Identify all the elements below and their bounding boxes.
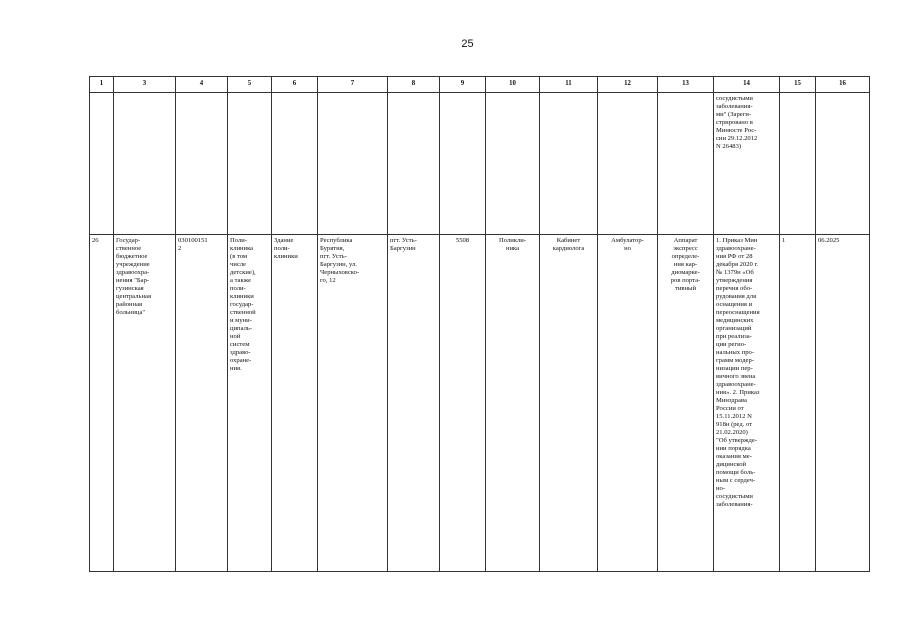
care-type-cell	[598, 235, 658, 572]
column-header: 6	[272, 77, 318, 93]
column-header: 12	[598, 77, 658, 93]
cabinet-cell	[540, 235, 598, 572]
table-cell	[272, 93, 318, 235]
organization-cell	[114, 235, 176, 572]
care-type: Амбулатор- но	[611, 237, 644, 252]
column-header: 3	[114, 77, 176, 93]
basis-cell	[714, 235, 780, 572]
population-cell	[440, 235, 486, 572]
settlement: пгт. Усть- Баргузин	[390, 237, 417, 252]
table-cell	[388, 93, 440, 235]
column-header: 9	[440, 77, 486, 93]
table-row-continuation	[90, 93, 870, 235]
table-cell	[714, 93, 780, 235]
organization-code: 030100151 2	[178, 237, 208, 252]
address: Республика Бурятия, пгт. Усть- Баргузин, ул. Черныховско- го, 12	[320, 237, 360, 284]
legal-basis: 1. Приказ Мин здравоохране- ния РФ от 28 декабря 2020 г. № 1379н «Об утверждения перечня обо- рудования для оснащения и переоснащения медицинских организаций при реализа- ции регио- нальных про- грамм модер- низации пер- вичного звена здравоохране- ния». 2. Приказ Минздрава России от 15.11.2012 N 918н (ред. от 21.02.2020) "Об утвержде- нии порядка оказания ме- дицинской помощи боль- ным с сердеч- но- сосудистыми заболевания-	[716, 237, 760, 508]
cabinet-name: Кабинет кардиолога	[552, 237, 585, 252]
column-header: 16	[816, 77, 870, 93]
building-name: Здание поли- клиники	[274, 237, 298, 260]
date-cell	[816, 235, 870, 572]
column-header: 7	[318, 77, 388, 93]
column-header: 1	[90, 77, 114, 93]
building-cell	[272, 235, 318, 572]
column-header: 13	[658, 77, 714, 93]
unit-cell	[486, 235, 540, 572]
table-cell	[486, 93, 540, 235]
unit-name: Поликли- ника	[498, 237, 526, 252]
column-header: 4	[176, 77, 228, 93]
column-header: 14	[714, 77, 780, 93]
column-header: 11	[540, 77, 598, 93]
table-cell	[780, 93, 816, 235]
column-header: 10	[486, 77, 540, 93]
basis-continuation-text: сосудистыми заболевания- ми" (Зареги- стрировано в Минюсте Рос- сии 29.12.2012 N 26483)	[716, 95, 758, 150]
column-header: 5	[228, 77, 272, 93]
device-cell	[658, 235, 714, 572]
table-cell	[228, 93, 272, 235]
table-cell	[114, 93, 176, 235]
table-cell	[90, 93, 114, 235]
table-cell	[440, 93, 486, 235]
table-cell	[176, 93, 228, 235]
code-cell	[176, 235, 228, 572]
settlement-cell	[388, 235, 440, 572]
row-number-cell	[90, 235, 114, 572]
page-number: 25	[461, 38, 474, 50]
population: 5508	[455, 237, 470, 244]
column-header: 15	[780, 77, 816, 93]
facility-type-cell	[228, 235, 272, 572]
table-header-row	[90, 77, 870, 93]
table-row	[90, 235, 870, 572]
table-cell	[318, 93, 388, 235]
delivery-date: 06.2025	[818, 237, 840, 244]
table-cell	[598, 93, 658, 235]
organization-name: Государ- ственное бюджетное учреждение здравоохра- нения "Бар- гузинская центральная районная больница"	[116, 237, 152, 316]
table-cell	[816, 93, 870, 235]
row-number: 26	[92, 237, 99, 244]
quantity-cell	[780, 235, 816, 572]
address-cell	[318, 235, 388, 572]
device-name: Аппарат экспресс определе- ния кар- диомарке- ров порта- тивный	[670, 237, 701, 292]
table-cell	[658, 93, 714, 235]
column-header: 8	[388, 77, 440, 93]
quantity: 1	[782, 237, 786, 244]
equipment-table	[89, 76, 870, 572]
table-cell	[540, 93, 598, 235]
facility-type: Поли- клиника (в том числе детские), а также поли- клиники государ- ственной и муни- ципаль- ной систем здраво- охране- ния.	[230, 237, 256, 372]
